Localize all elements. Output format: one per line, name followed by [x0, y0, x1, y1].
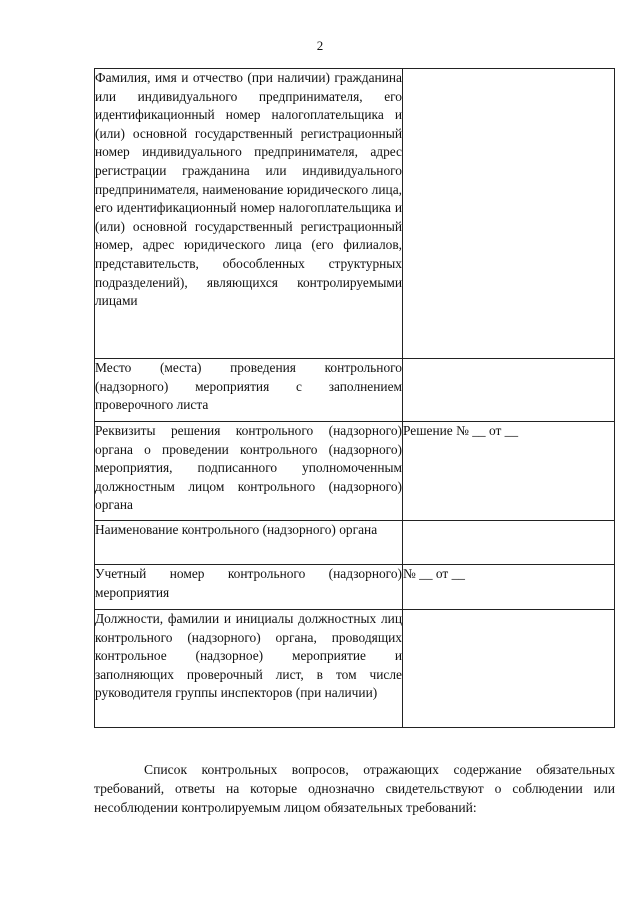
table-row [95, 359, 615, 422]
row-value-officials [403, 610, 615, 728]
table-row [95, 521, 615, 565]
row-value-authority-name [403, 521, 615, 565]
row-value-decision-details: Решение № __ от __ [403, 422, 615, 521]
table-row [95, 69, 615, 359]
table-row [95, 610, 615, 728]
row-label-officials: Должности, фамилии и инициалы должностных лиц контрольного (надзорного) органа, проводящих контрольное (надзорное) мероприятие и заполняющих проверочный лист, в том числе руководителя группы инспекторов (при наличии) [95, 610, 403, 728]
row-label-authority-name: Наименование контрольного (надзорного) органа [95, 521, 403, 565]
row-label-decision-details: Реквизиты решения контрольного (надзорного) органа о проведении контрольного (надзорного) мероприятия, подписанного уполномоченным должностным лицом контрольного (надзорного) органа [95, 422, 403, 521]
inspection-info-table [94, 68, 615, 728]
table-row [95, 422, 615, 521]
table-row [95, 565, 615, 610]
row-value-controlled-persons [403, 69, 615, 359]
row-label-registration-number: Учетный номер контрольного (надзорного) мероприятия [95, 565, 403, 610]
checklist-intro-paragraph: Список контрольных вопросов, отражающих содержание обязательных требований, ответы на которые однозначно свидетельствуют о соблюдении или несоблюдении контролируемым лицом обязательных требований: [94, 762, 615, 815]
page-number: 2 [316, 38, 324, 53]
row-label-inspection-place: Место (места) проведения контрольного (надзорного) мероприятия с заполнением проверочного листа [95, 359, 403, 422]
row-value-inspection-place [403, 359, 615, 422]
row-value-registration-number: № __ от __ [403, 565, 615, 610]
row-label-controlled-persons: Фамилия, имя и отчество (при наличии) гражданина или индивидуального предпринимателя, его идентификационный номер налогоплательщика и (или) основной государственный регистрационный номер индивидуального предпринимателя, адрес регистрации гражданина или индивидуального предпринимателя, наименование юридического лица, его идентификационный номер налогоплательщика и (или) основной государственный регистрационный номер, адрес юридического лица (его филиалов, представительств, обособленных структурных подразделений), являющихся контролируемыми лицами [95, 69, 403, 359]
